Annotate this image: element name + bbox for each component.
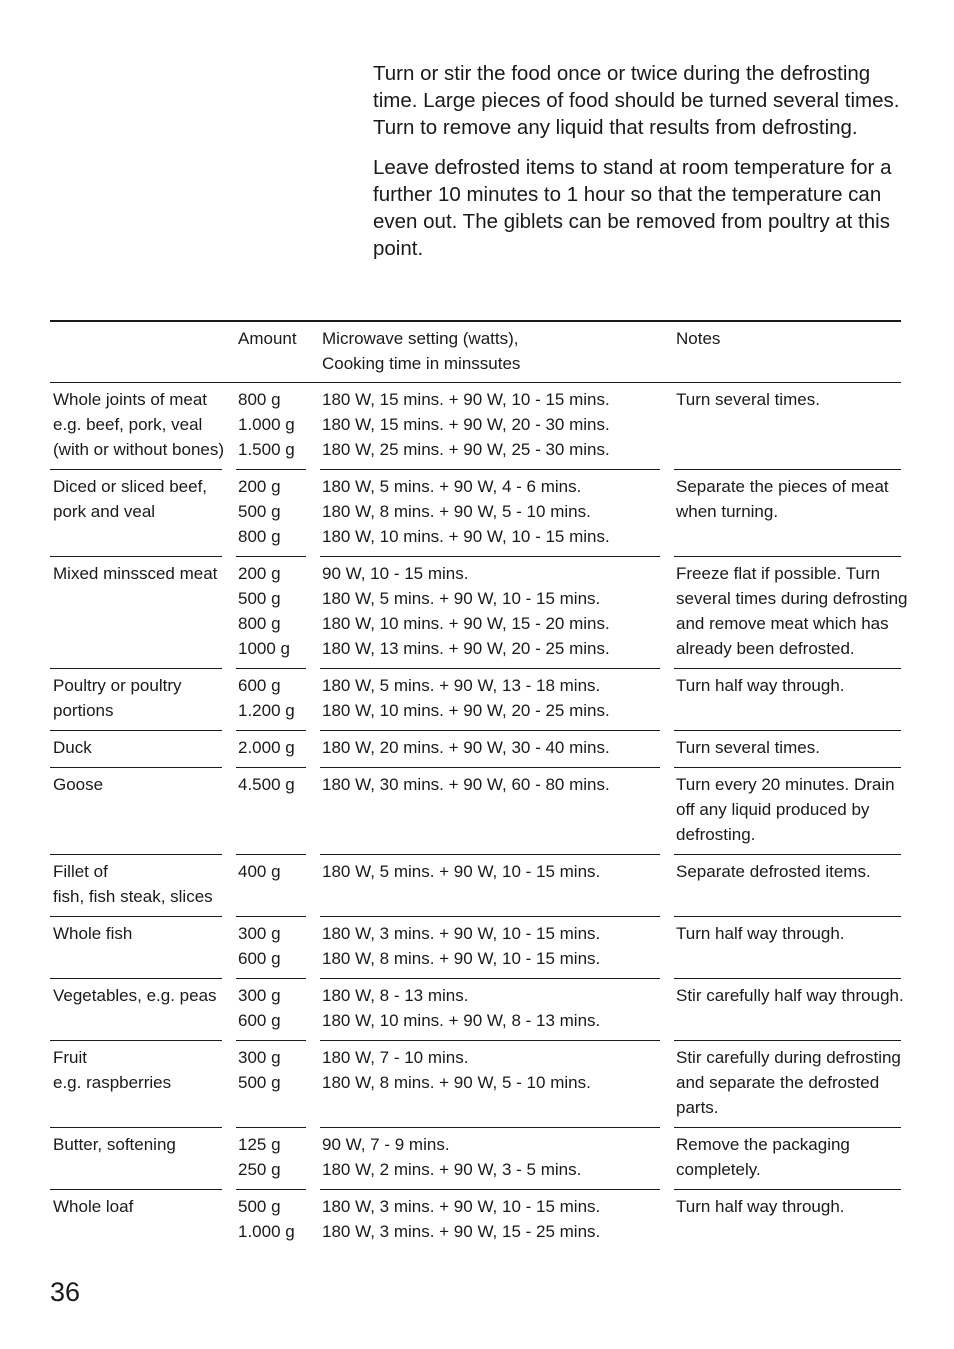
cell-amount-line: 1.200 g [238,701,295,720]
cell-amount [238,735,314,760]
cell-setting-line: 180 W, 8 - 13 mins. [322,986,469,1005]
cell-notes-line: Separate defrosted items. [676,862,871,881]
cell-setting [322,921,672,971]
table-row [50,855,901,917]
cell-amount-line: 800 g [238,614,281,633]
cell-setting-line: 180 W, 30 mins. + 90 W, 60 - 80 mins. [322,775,610,794]
cell-food-line: e.g. beef, pork, veal [53,415,203,434]
cell-setting-line: 90 W, 10 - 15 mins. [322,564,469,583]
cell-food-line: Fillet of [53,862,108,881]
table-row [50,768,901,855]
cell-notes-line: Turn half way through. [676,676,845,695]
cell-food-line: Diced or sliced beef, [53,477,208,496]
cell-notes [676,1045,901,1120]
cell-amount-line: 1.500 g [238,440,295,459]
cell-setting [322,387,672,462]
cell-notes-line: Turn half way through. [676,1197,845,1216]
cell-food-line: portions [53,701,114,720]
cell-amount-line: 400 g [238,862,281,881]
cell-notes-line: Separate the pieces of meat [676,477,889,496]
cell-food [53,983,231,1008]
table-header [50,322,901,382]
cell-food-line: Butter, softening [53,1135,176,1154]
table-row [50,979,904,1041]
cell-setting-line: 180 W, 5 mins. + 90 W, 10 - 15 mins. [322,589,601,608]
cell-notes [676,1194,901,1219]
cell-notes-line: defrosting. [676,825,756,844]
cell-notes [676,772,901,847]
cell-setting-line: 180 W, 15 mins. + 90 W, 20 - 30 mins. [322,415,610,434]
cell-food [53,772,231,797]
cell-food-line: Whole fish [53,924,133,943]
cell-setting-line: 180 W, 2 mins. + 90 W, 3 - 5 mins. [322,1160,582,1179]
intro-text [373,60,913,275]
cell-setting-line: 180 W, 10 mins. + 90 W, 15 - 20 mins. [322,614,610,633]
cell-food [53,859,231,909]
cell-food [53,921,231,946]
cell-food-line: e.g. raspberries [53,1073,172,1092]
cell-setting [322,1132,672,1182]
cell-amount-line: 500 g [238,1073,281,1092]
cell-amount-line: 300 g [238,986,281,1005]
cell-setting-line: 180 W, 5 mins. + 90 W, 4 - 6 mins. [322,477,582,496]
cell-food-line: Whole loaf [53,1197,134,1216]
header-notes: Notes [676,329,721,348]
cell-setting-line: 180 W, 8 mins. + 90 W, 5 - 10 mins. [322,1073,591,1092]
cell-amount-line: 4.500 g [238,775,295,794]
header-amount: Amount [238,329,297,348]
cell-amount-line: 1.000 g [238,1222,295,1241]
cell-food-line: pork and veal [53,502,156,521]
cell-amount-line: 200 g [238,477,281,496]
cell-setting-line: 90 W, 7 - 9 mins. [322,1135,450,1154]
header-setting-line-1: Microwave setting (watts), [322,329,519,348]
cell-amount-line: 600 g [238,1011,281,1030]
cell-amount-line: 300 g [238,1048,281,1067]
defrost-table [50,320,908,1252]
cell-amount-line: 2.000 g [238,738,295,757]
cell-food-line: Mixed minssced meat [53,564,218,583]
cell-food [53,1045,231,1095]
cell-setting [322,772,672,797]
cell-food-line: Vegetables, e.g. peas [53,986,217,1005]
cell-amount-line: 500 g [238,589,281,608]
cell-notes-line: Turn several times. [676,390,820,409]
cell-setting-line: 180 W, 10 mins. + 90 W, 10 - 15 mins. [322,527,610,546]
cell-amount [238,474,314,549]
cell-setting-line: 180 W, 3 mins. + 90 W, 15 - 25 mins. [322,1222,601,1241]
cell-notes [676,673,901,698]
table-row [50,669,901,731]
cell-setting [322,859,672,884]
cell-amount [238,1045,314,1095]
cell-amount-line: 800 g [238,527,281,546]
cell-food-line: Whole joints of meat [53,390,208,409]
cell-amount [238,673,314,723]
cell-amount-line: 600 g [238,949,281,968]
cell-amount-line: 1.000 g [238,415,295,434]
cell-notes-line: Turn half way through. [676,924,845,943]
cell-setting-line: 180 W, 10 mins. + 90 W, 20 - 25 mins. [322,701,610,720]
cell-notes-line: Turn several times. [676,738,820,757]
table-row [50,731,901,768]
cell-setting [322,561,672,661]
table-body [50,383,908,1252]
cell-setting-line: 180 W, 10 mins. + 90 W, 8 - 13 mins. [322,1011,601,1030]
cell-notes [676,561,908,661]
cell-food [53,1194,231,1219]
cell-amount [238,921,314,971]
cell-notes [676,859,901,884]
table-row [50,470,901,557]
cell-notes-line: Freeze flat if possible. Turn [676,564,881,583]
cell-setting [322,1045,672,1095]
cell-notes-line: Stir carefully half way through. [676,986,904,1005]
cell-setting-line: 180 W, 3 mins. + 90 W, 10 - 15 mins. [322,1197,601,1216]
cell-notes-line: several times during defrosting [676,589,908,608]
intro-paragraph-2: Leave defrosted items to stand at room temperature for a further 10 minutes to 1 hour so that the temperature can even out. The giblets can be removed from poultry at this point. [373,156,892,260]
cell-food [53,387,231,462]
cell-notes-line: Turn every 20 minutes. Drain [676,775,895,794]
cell-amount [238,1132,314,1182]
cell-setting-line: 180 W, 7 - 10 mins. [322,1048,469,1067]
header-setting-line-2: Cooking time in minssutes [322,354,521,373]
page-number: 36 [50,1277,81,1307]
cell-amount-line: 200 g [238,564,281,583]
cell-setting [322,1194,672,1244]
cell-food-line: (with or without bones) [53,440,225,459]
cell-amount-line: 250 g [238,1160,281,1179]
cell-notes-line: already been defrosted. [676,639,855,658]
cell-notes-line: and separate the defrosted [676,1073,880,1092]
cell-amount [238,1194,314,1244]
cell-amount [238,859,314,884]
cell-setting-line: 180 W, 5 mins. + 90 W, 13 - 18 mins. [322,676,601,695]
table-row [50,383,901,470]
cell-food [53,474,231,524]
cell-notes-line: Remove the packaging [676,1135,850,1154]
cell-notes [676,735,901,760]
cell-amount-line: 600 g [238,676,281,695]
cell-food-line: Duck [53,738,92,757]
cell-setting [322,735,672,760]
table-row [50,1041,901,1128]
cell-food-line: Goose [53,775,104,794]
cell-setting-line: 180 W, 3 mins. + 90 W, 10 - 15 mins. [322,924,601,943]
cell-notes-line: completely. [676,1160,761,1179]
cell-food-line: Fruit [53,1048,87,1067]
cell-setting-line: 180 W, 8 mins. + 90 W, 10 - 15 mins. [322,949,601,968]
cell-setting [322,673,672,723]
cell-food [53,561,231,586]
cell-setting-line: 180 W, 20 mins. + 90 W, 30 - 40 mins. [322,738,610,757]
cell-amount-line: 1000 g [238,639,290,658]
cell-setting-line: 180 W, 8 mins. + 90 W, 5 - 10 mins. [322,502,591,521]
cell-notes-line: Stir carefully during defrosting [676,1048,901,1067]
cell-notes-line: and remove meat which has [676,614,889,633]
cell-food [53,1132,231,1157]
cell-amount-line: 500 g [238,1197,281,1216]
cell-amount-line: 300 g [238,924,281,943]
cell-food-line: fish, fish steak, slices [53,887,213,906]
cell-amount [238,983,314,1033]
intro-paragraph-1: Turn or stir the food once or twice during the defrosting time. Large pieces of food should be turned several times. Turn to remove any liquid that results from defrosting. [373,62,900,139]
cell-setting [322,474,672,549]
cell-amount [238,772,314,797]
cell-setting-line: 180 W, 15 mins. + 90 W, 10 - 15 mins. [322,390,610,409]
cell-setting [322,983,672,1033]
cell-food-line: Poultry or poultry [53,676,182,695]
cell-notes [676,474,901,524]
table-row [50,1190,901,1252]
cell-setting-line: 180 W, 25 mins. + 90 W, 25 - 30 mins. [322,440,610,459]
cell-food [53,735,231,760]
cell-notes-line: off any liquid produced by [676,800,870,819]
cell-food [53,673,231,723]
cell-notes [676,1132,901,1182]
cell-amount-line: 800 g [238,390,281,409]
cell-amount-line: 500 g [238,502,281,521]
table-row [50,917,901,979]
cell-notes-line: when turning. [676,502,779,521]
cell-setting-line: 180 W, 5 mins. + 90 W, 10 - 15 mins. [322,862,601,881]
cell-notes [676,983,904,1008]
table-row [50,557,908,669]
header-setting [322,326,662,376]
cell-amount [238,387,314,462]
cell-amount-line: 125 g [238,1135,281,1154]
cell-amount [238,561,314,661]
cell-setting-line: 180 W, 13 mins. + 90 W, 20 - 25 mins. [322,639,610,658]
cell-notes [676,387,901,412]
cell-notes-line: parts. [676,1098,719,1117]
cell-notes [676,921,901,946]
table-row [50,1128,901,1190]
